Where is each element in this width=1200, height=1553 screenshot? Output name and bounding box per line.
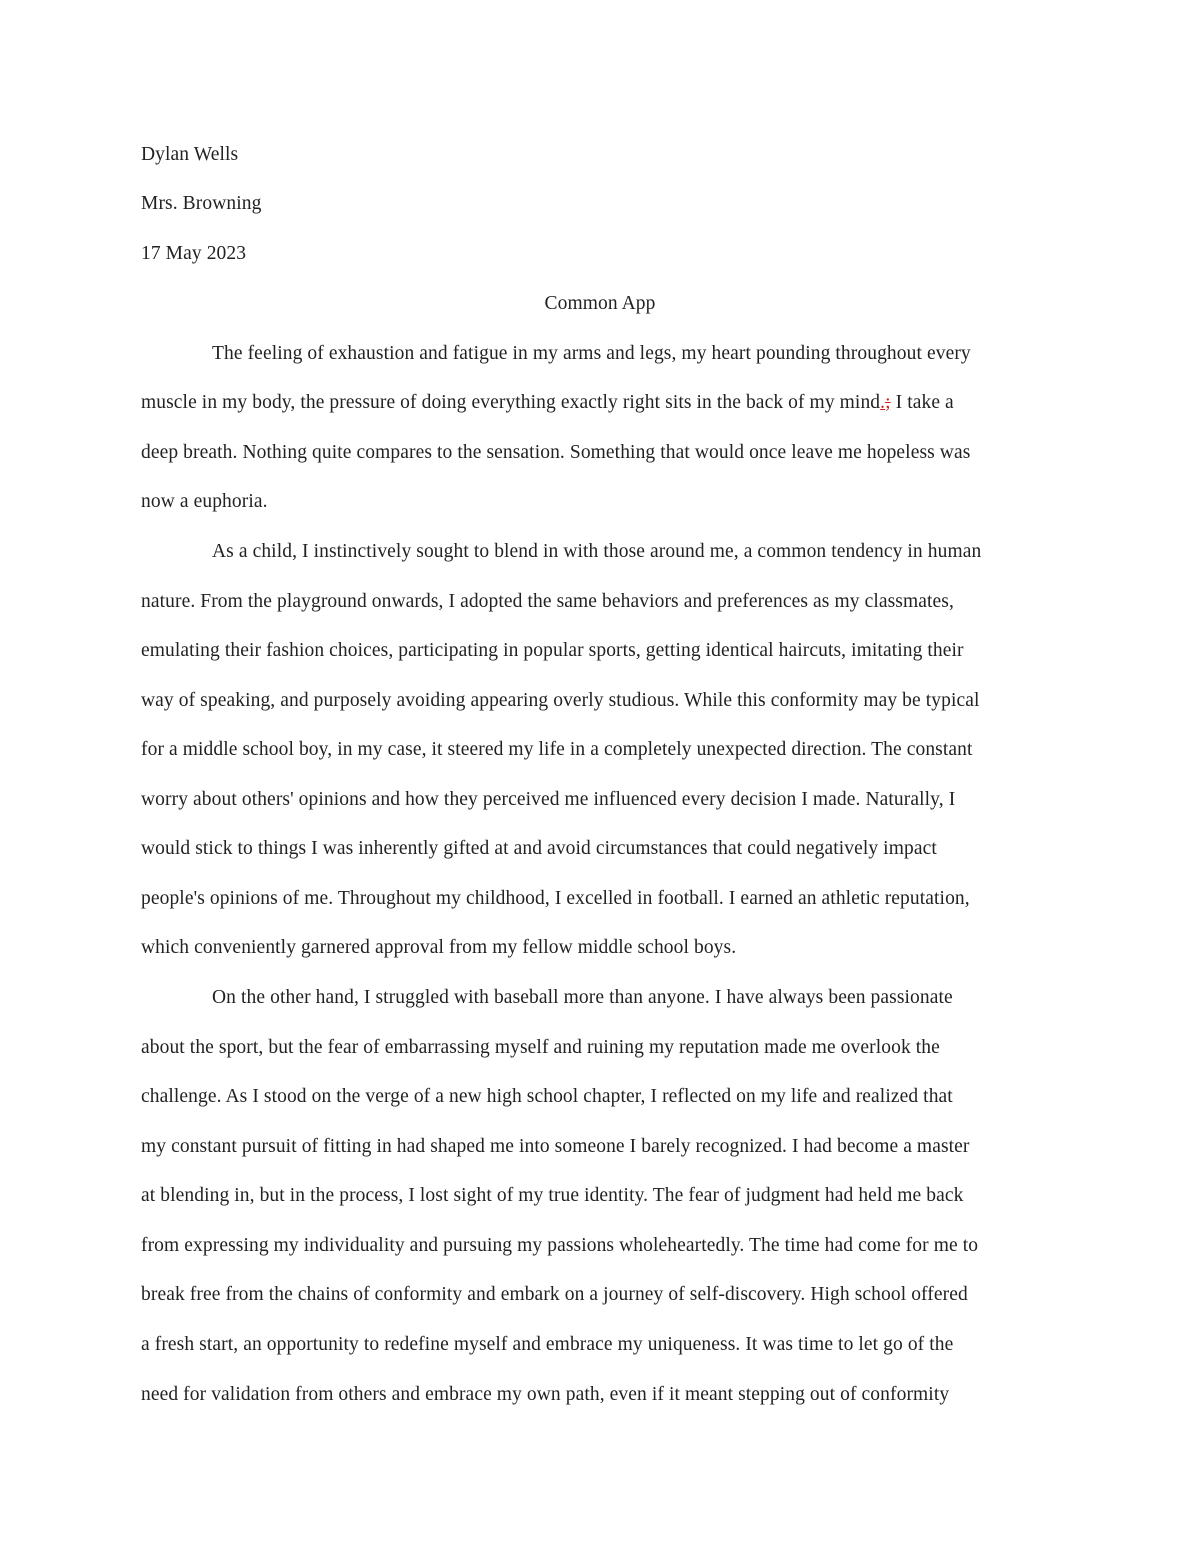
body-line: a fresh start, an opportunity to redefine myself and embrace my uniqueness. It was time to let go of the <box>141 1334 954 1355</box>
inserted-period: . <box>880 392 886 413</box>
body-line: As a child, I instinctively sought to blend in with those around me, a common tendency in human <box>212 541 982 562</box>
deleted-semicolon: ; <box>885 392 891 413</box>
document-date: 17 May 2023 <box>141 243 247 264</box>
body-line: at blending in, but in the process, I lost sight of my true identity. The fear of judgment had held me back <box>141 1185 964 1206</box>
body-line: people's opinions of me. Throughout my childhood, I excelled in football. I earned an athletic reputation, <box>141 888 970 909</box>
body-line: way of speaking, and purposely avoiding appearing overly studious. While this conformity may be typical <box>141 690 980 711</box>
body-line: nature. From the playground onwards, I adopted the same behaviors and preferences as my classmates, <box>141 591 954 612</box>
body-line: On the other hand, I struggled with baseball more than anyone. I have always been passionate <box>212 987 953 1008</box>
body-line: challenge. As I stood on the verge of a new high school chapter, I reflected on my life and realized that <box>141 1086 953 1107</box>
body-line: break free from the chains of conformity and embark on a journey of self-discovery. High school offered <box>141 1284 968 1305</box>
body-line: which conveniently garnered approval from my fellow middle school boys. <box>141 937 737 958</box>
body-line-with-tracked-change <box>141 391 954 415</box>
body-line: need for validation from others and embrace my own path, even if it meant stepping out of conformity <box>141 1384 950 1405</box>
document-title: Common App <box>544 293 656 314</box>
body-line-text-before: muscle in my body, the pressure of doing everything exactly right sits in the back of my mind <box>141 392 881 413</box>
body-line: deep breath. Nothing quite compares to the sensation. Something that would once leave me hopeless was <box>141 442 971 463</box>
body-line: for a middle school boy, in my case, it steered my life in a completely unexpected direction. The constant <box>141 739 973 760</box>
body-line: emulating their fashion choices, participating in popular sports, getting identical haircuts, imitating their <box>141 640 964 661</box>
body-line: worry about others' opinions and how they perceived me influenced every decision I made. Naturally, I <box>141 789 956 810</box>
instructor-name: Mrs. Browning <box>141 193 262 214</box>
body-line-text-after: I take a <box>890 392 954 413</box>
body-line: my constant pursuit of fitting in had shaped me into someone I barely recognized. I had become a master <box>141 1136 970 1157</box>
body-line: about the sport, but the fear of embarrassing myself and ruining my reputation made me overlook the <box>141 1037 940 1058</box>
author-name: Dylan Wells <box>141 144 239 165</box>
body-line: from expressing my individuality and pursuing my passions wholeheartedly. The time had come for me to <box>141 1235 979 1256</box>
body-line: would stick to things I was inherently gifted at and avoid circumstances that could negatively impact <box>141 838 937 859</box>
tracked-change-mark[interactable] <box>880 392 891 413</box>
body-line: The feeling of exhaustion and fatigue in my arms and legs, my heart pounding throughout every <box>212 343 971 364</box>
body-line: now a euphoria. <box>141 491 268 512</box>
